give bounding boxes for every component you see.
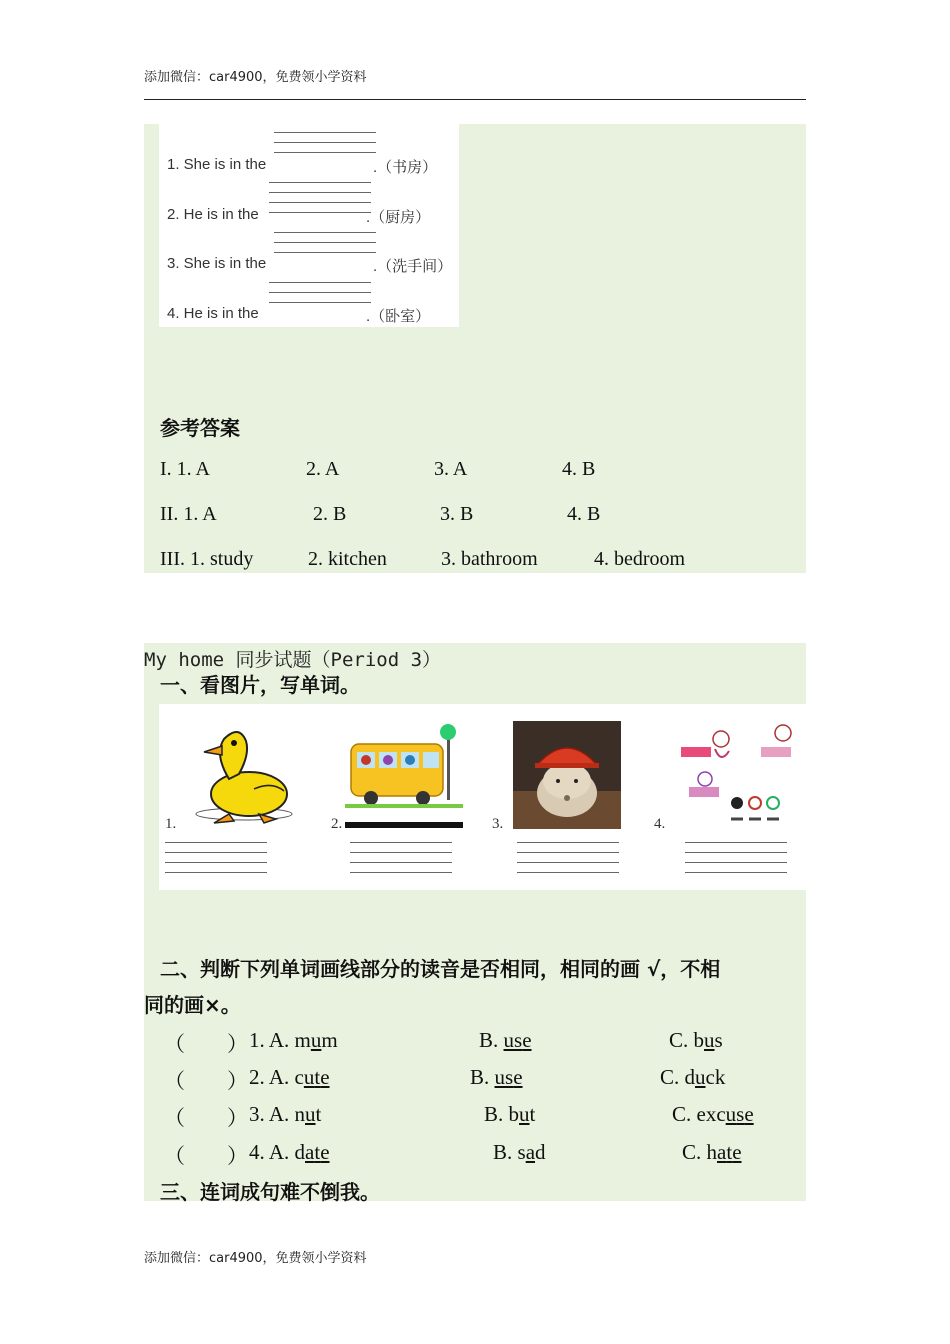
write-lines-4 [685, 842, 787, 882]
pron-row-2-bracket [164, 1065, 248, 1095]
period3-title: My home 同步试题（Period 3） [144, 649, 442, 671]
mum-picture-icon [679, 719, 799, 829]
picture-number-4: 4. [654, 816, 666, 832]
answer-lines-3 [274, 232, 376, 262]
picture-number-3: 3. [492, 816, 504, 832]
fill-hint: .（洗手间） [373, 258, 453, 275]
answer-row-2-c: 3. B [440, 503, 474, 525]
fill-row-1 [167, 156, 266, 173]
pron-row-2-b [470, 1065, 523, 1090]
underlined-part: u [519, 1102, 530, 1126]
word-part: e [744, 1102, 754, 1126]
word-part: s [514, 1028, 523, 1052]
word-part: t [314, 1065, 321, 1089]
word-part: m [321, 1028, 338, 1052]
section3-heading: 三、连词成句难不倒我。 [160, 1180, 380, 1204]
write-lines-3 [517, 842, 619, 882]
word-part: e [320, 1140, 330, 1164]
answer-row-1-d: 4. B [562, 458, 596, 480]
word-part: u [494, 1065, 506, 1089]
picture-cell-3 [492, 704, 662, 890]
word-part: u [503, 1028, 515, 1052]
pron-row-1-c [669, 1028, 723, 1053]
underlined-part: u [695, 1065, 706, 1089]
picture-cell-2 [325, 704, 495, 890]
pron-row-3-c [672, 1102, 754, 1127]
answer-bracket: （ ） [164, 1144, 248, 1168]
pron-row-2-c [660, 1065, 725, 1090]
answer-title: 参考答案 [160, 416, 240, 440]
word-part: e [513, 1065, 523, 1089]
picture-cell-4 [654, 704, 824, 890]
item-number: 3. A. [249, 1102, 290, 1126]
word-part: t [315, 1102, 322, 1126]
pron-row-1-b [479, 1028, 532, 1053]
word-part: B. [470, 1065, 495, 1089]
answer-row-3-a: III. 1. study [160, 548, 254, 570]
pron-row-3-b [484, 1102, 535, 1127]
pron-row-4-b [493, 1140, 546, 1165]
word-part: a [717, 1140, 727, 1164]
word-part: C. h [682, 1140, 718, 1164]
item-number: 1. A. [249, 1028, 290, 1052]
word-part: e [320, 1065, 330, 1089]
pron-row-4-bracket [164, 1140, 248, 1170]
word-part: c [294, 1065, 304, 1089]
fill-hint-2 [366, 206, 430, 227]
word-part: B. [479, 1028, 504, 1052]
word-part: t [726, 1140, 733, 1164]
underlined-part: u [305, 1102, 316, 1126]
write-lines-2 [350, 842, 452, 882]
word-part: s [736, 1102, 745, 1126]
answer-row-1-c: 3. A [434, 458, 468, 480]
word-part: s [505, 1065, 514, 1089]
word-part: u [303, 1065, 315, 1089]
answer-row-2-b: 2. B [313, 503, 347, 525]
section2-heading-line1: 二、判断下列单词画线部分的读音是否相同，相同的画 √，不相 [160, 957, 721, 981]
pron-row-3-bracket [164, 1102, 248, 1132]
word-part: ck [705, 1065, 726, 1089]
word-part: d [535, 1140, 546, 1164]
fill-prefix: 3. She is in the [167, 255, 267, 272]
word-part: m [294, 1028, 311, 1052]
cat-picture-icon [513, 721, 621, 829]
word-part: s [714, 1028, 723, 1052]
answer-row-3-c: 3. bathroom [441, 548, 538, 570]
pron-row-3-a [249, 1102, 321, 1127]
word-part: C. exc [672, 1102, 726, 1126]
bus-picture-icon [345, 722, 463, 830]
underlined-part: a [525, 1140, 536, 1164]
header-rule [144, 99, 806, 100]
picture-strip [159, 704, 806, 890]
answer-row-3-b: 2. kitchen [308, 548, 387, 570]
word-part: e [522, 1028, 532, 1052]
pron-row-4-a [249, 1140, 330, 1165]
write-lines-1 [165, 842, 267, 882]
fill-hint: .（书房） [373, 159, 438, 176]
word-part: n [294, 1102, 306, 1126]
section2-heading-line2: 同的画×。 [144, 993, 241, 1017]
word-part: C. b [669, 1028, 705, 1052]
answer-bracket: （ ） [164, 1106, 248, 1130]
word-part: e [732, 1140, 742, 1164]
section1-heading: 一、看图片，写单词。 [160, 673, 360, 697]
pron-row-1-a [249, 1028, 338, 1053]
answer-row-1-b: 2. A [306, 458, 340, 480]
fill-prefix: 2. He is in the [167, 206, 259, 223]
fill-hint: .（卧室） [366, 308, 431, 325]
pron-row-2-a [249, 1065, 330, 1090]
page-footer: 添加微信：car4900，免费领小学资料 [144, 1251, 367, 1266]
picture-cell-1 [159, 704, 329, 890]
answer-bracket: （ ） [164, 1069, 248, 1093]
fill-hint: .（厨房） [366, 209, 431, 226]
word-part: u [725, 1102, 737, 1126]
underlined-part [726, 1102, 754, 1126]
item-number: 2. A. [249, 1065, 290, 1089]
underlined-part [305, 1140, 330, 1164]
picture-number-2: 2. [331, 816, 343, 832]
fill-hint-1 [373, 156, 437, 177]
answer-bracket: （ ） [164, 1032, 248, 1056]
period3-panel [144, 643, 806, 1204]
fill-hint-3 [373, 255, 452, 276]
fill-prefix: 4. He is in the [167, 305, 259, 322]
word-part: t [529, 1102, 536, 1126]
fill-row-3 [167, 255, 266, 272]
pron-row-4-c [682, 1140, 742, 1165]
underlined-part [495, 1065, 523, 1089]
answer-row-3-d: 4. bedroom [594, 548, 686, 570]
word-part: a [305, 1140, 315, 1164]
word-part: C. d [660, 1065, 696, 1089]
picture-number-1: 1. [165, 816, 177, 832]
underlined-part [304, 1065, 330, 1089]
answer-row-2-a: II. 1. A [160, 503, 217, 525]
pron-row-1-bracket [164, 1028, 248, 1058]
answer-row-1-a: I. 1. A [160, 458, 210, 480]
fill-row-2 [167, 206, 259, 223]
fill-row-4 [167, 305, 259, 322]
underlined-part [504, 1028, 532, 1052]
answer-lines-2 [269, 182, 371, 222]
fill-prefix: 1. She is in the [167, 156, 267, 173]
answer-panel [144, 124, 806, 573]
underlined-part: u [704, 1028, 715, 1052]
word-part: d [294, 1140, 306, 1164]
answer-row-2-d: 4. B [567, 503, 601, 525]
underlined-part [717, 1140, 742, 1164]
fill-in-exercise-image [159, 124, 459, 327]
word-part: t [314, 1140, 321, 1164]
underlined-part: u [310, 1028, 322, 1052]
word-part: B. b [484, 1102, 520, 1126]
answer-lines-1 [274, 132, 376, 162]
item-number: 4. A. [249, 1140, 290, 1164]
word-part: B. s [493, 1140, 526, 1164]
fill-hint-4 [366, 305, 430, 326]
page-header: 添加微信：car4900，免费领小学资料 [144, 70, 367, 85]
answer-lines-4 [269, 282, 371, 312]
duck-picture-icon [184, 719, 294, 829]
